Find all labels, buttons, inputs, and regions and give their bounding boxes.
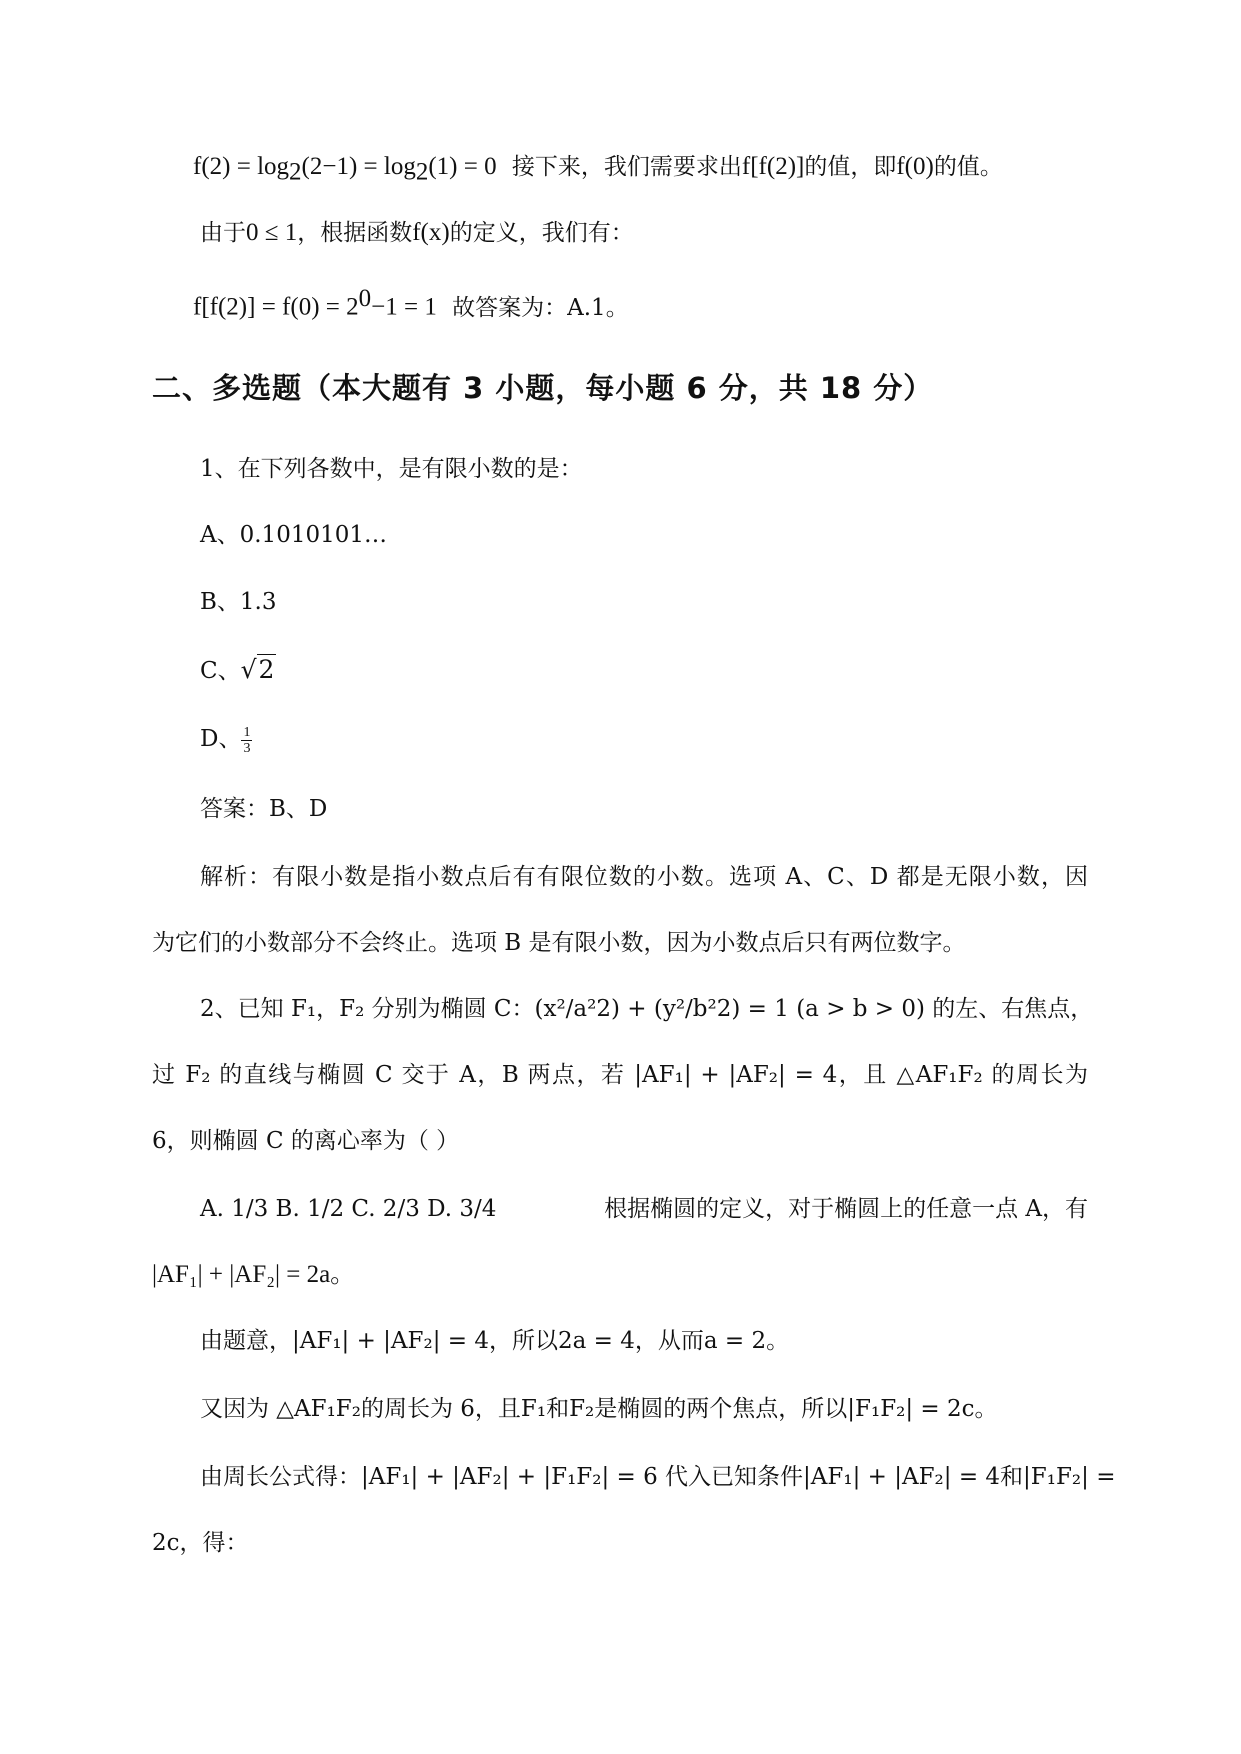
math-expr: f(x) bbox=[412, 219, 450, 246]
q1-analysis-line-1: 解析：有限小数是指小数点后有有限位数的小数。选项 A、C、D 都是无限小数，因 bbox=[200, 864, 1088, 890]
q2-solution-line-1: 根据椭圆的定义，对于椭圆上的任意一点 A，有 bbox=[604, 1196, 1088, 1222]
body-text: ，根据函数 bbox=[297, 220, 413, 246]
q2-stem-line-3: 6，则椭圆 C 的离心率为（ ） bbox=[152, 1128, 460, 1154]
option-prefix: D、 bbox=[200, 726, 242, 752]
body-text: 由于 bbox=[200, 220, 246, 246]
sqrt-radicand: 2 bbox=[258, 655, 275, 684]
math-expr: −1 = 1 bbox=[371, 293, 437, 321]
q1-option-d bbox=[200, 724, 252, 756]
q2-solution-line-4: 又因为 △AF₁F₂的周长为 6，且F₁和F₂是椭圆的两个焦点，所以|F₁F₂| = 2c。 bbox=[200, 1396, 998, 1422]
body-text: 的值，即 bbox=[804, 154, 897, 180]
fraction bbox=[241, 725, 252, 756]
q2-stem-line-1: 2、已知 F₁，F₂ 分别为椭圆 C：(x²/a²2) + (y²/b²2) = 1 (a > b > 0) 的左、右焦点， bbox=[200, 996, 1094, 1022]
calc-line-2 bbox=[200, 218, 634, 248]
calc-line-1 bbox=[193, 152, 1003, 188]
math-subscript: 2 bbox=[415, 158, 429, 186]
q2-options: A. 1/3 B. 1/2 C. 2/3 D. 3/4 bbox=[200, 1196, 497, 1222]
sqrt-icon: √ bbox=[240, 655, 257, 684]
q1-option-c bbox=[200, 655, 276, 686]
q2-stem-line-2: 过 F₂ 的直线与椭圆 C 交于 A，B 两点，若 |AF₁| + |AF₂| = 4，且 △AF₁F₂ 的周长为 bbox=[152, 1062, 1088, 1088]
fraction-denominator: 3 bbox=[243, 740, 251, 756]
math-subscript: 2 bbox=[289, 158, 302, 186]
q2-solution-line-5: 由周长公式得：|AF₁| + |AF₂| + |F₁F₂| = 6 代入已知条件|AF₁| + |AF₂| = 4和|F₁F₂| = bbox=[200, 1464, 1116, 1490]
q2-solution-line-3: 由题意，|AF₁| + |AF₂| = 4，所以2a = 4，从而a = 2。 bbox=[200, 1328, 790, 1354]
option-prefix: C、 bbox=[200, 658, 241, 684]
fraction-numerator: 1 bbox=[243, 724, 251, 740]
math-expr: (2−1) = log bbox=[301, 153, 416, 180]
body-text: 故答案为：A.1。 bbox=[452, 294, 629, 321]
q1-analysis-line-2: 为它们的小数部分不会终止。选项 B 是有限小数，因为小数点后只有两位数字。 bbox=[152, 930, 966, 956]
math-expr: f(0) bbox=[896, 153, 934, 180]
math-superscript: 0 bbox=[358, 285, 372, 312]
q2-options-and-solution bbox=[200, 1194, 1088, 1224]
q2-solution-line-6: 2c，得： bbox=[152, 1530, 249, 1556]
calc-line-3 bbox=[193, 284, 629, 323]
body-text: 接下来，我们需要求出 bbox=[511, 154, 742, 180]
sqrt-expr bbox=[241, 654, 277, 684]
section-heading: 二、多选题（本大题有 3 小题，每小题 6 分，共 18 分） bbox=[152, 371, 934, 405]
math-expr: 0 ≤ 1 bbox=[246, 219, 298, 246]
math-expr: f(2) = log bbox=[193, 153, 290, 180]
q1-option-b: B、1.3 bbox=[200, 589, 277, 615]
body-text: 的定义，我们有： bbox=[449, 220, 634, 246]
math-expr: f[f(2)] bbox=[741, 153, 805, 180]
q1-stem: 1、在下列各数中，是有限小数的是： bbox=[200, 456, 583, 482]
q1-answer: 答案：B、D bbox=[200, 796, 328, 822]
body-text: 的值。 bbox=[933, 154, 1003, 180]
q2-solution-line-2: |AF₁| + |AF₂| = 2a。 bbox=[152, 1261, 356, 1288]
math-expr: (1) = 0 bbox=[428, 153, 497, 180]
q1-option-a: A、0.1010101… bbox=[200, 522, 387, 548]
math-expr: f[f(2)] = f(0) = 2 bbox=[193, 293, 359, 321]
